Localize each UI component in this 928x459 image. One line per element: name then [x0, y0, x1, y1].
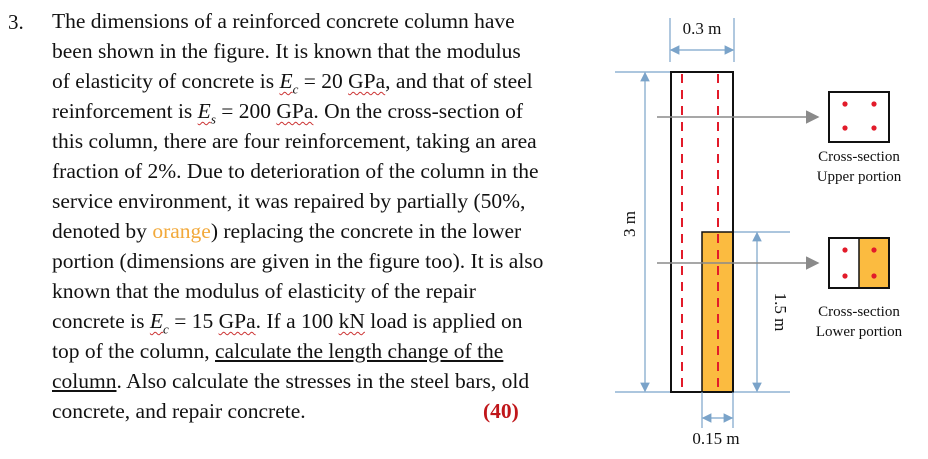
problem-line-5: this column, there are four reinforcement, taking an area [52, 129, 537, 153]
text-segment: = 15 [168, 309, 219, 333]
problem-number: 3. [8, 10, 24, 34]
problem-line-14: concrete, and repair concrete. [52, 399, 306, 423]
symbol-es: $E_s$ [197, 99, 216, 127]
text-segment: , and that of steel [385, 69, 533, 93]
text-segment: . On the cross-section of [313, 99, 523, 123]
text-segment: reinforcement is [52, 99, 198, 123]
text-segment: . If a 100 [255, 309, 339, 333]
text-segment: . Also calculate the stresses in the steel bars, old [116, 369, 530, 393]
text-segment: = 20 [298, 69, 349, 93]
unit-gpa: GPa [218, 309, 256, 333]
rebar-dot [842, 101, 847, 106]
height-label: 3 m [620, 211, 639, 237]
unit-kn: kN [338, 309, 365, 333]
problem-line-6: fraction of 2%. Due to deterioration of the column in the [52, 159, 539, 183]
rebar-dot [871, 101, 876, 106]
lower-width-label: 0.15 m [692, 429, 740, 448]
lower-caption-2: Lower portion [815, 324, 903, 340]
text-segment: ) replacing the concrete in the lower [210, 219, 522, 243]
lower-height-label: 1.5 m [771, 292, 790, 332]
problem-line-1: The dimensions of a reinforced concrete column have [52, 9, 515, 33]
rebar-dot [871, 273, 876, 278]
problem-line-7: service environment, it was repaired by partially (50%, [52, 189, 526, 213]
upper-caption-1: Cross-section [818, 149, 900, 165]
rebar-dot [842, 247, 847, 252]
width-label: 0.3 m [682, 19, 722, 38]
text-segment: concrete is [52, 309, 150, 333]
orange-word: orange [152, 219, 211, 243]
points-label: (40) [483, 399, 519, 423]
problem-line-9: portion (dimensions are given in the figure too). It is also [52, 249, 544, 273]
text-segment: top of the column, [52, 339, 216, 363]
symbol-ec: $E_c$ [279, 69, 299, 97]
upper-caption-2: Upper portion [816, 169, 902, 185]
unit-gpa: GPa [348, 69, 386, 93]
rebar-dot [842, 125, 847, 130]
upper-cross-section [829, 92, 889, 142]
text-segment: denoted by [52, 219, 153, 243]
text-segment: of elasticity of concrete is [52, 69, 280, 93]
text-segment: = 200 [215, 99, 277, 123]
unit-gpa: GPa [276, 99, 314, 123]
underlined-task: column [52, 369, 117, 393]
repair-half [859, 238, 889, 288]
text-segment: load is applied on [364, 309, 523, 333]
lower-caption-1: Cross-section [818, 304, 900, 320]
rebar-dot [871, 247, 876, 252]
underlined-task: calculate the length change of the [215, 339, 504, 363]
symbol-ec-repair: $E_c$ [149, 309, 169, 337]
problem-line-2: been shown in the figure. It is known that the modulus [52, 39, 521, 63]
problem-line-10: known that the modulus of elasticity of the repair [52, 279, 476, 303]
rebar-dot [842, 273, 847, 278]
rebar-dot [871, 125, 876, 130]
